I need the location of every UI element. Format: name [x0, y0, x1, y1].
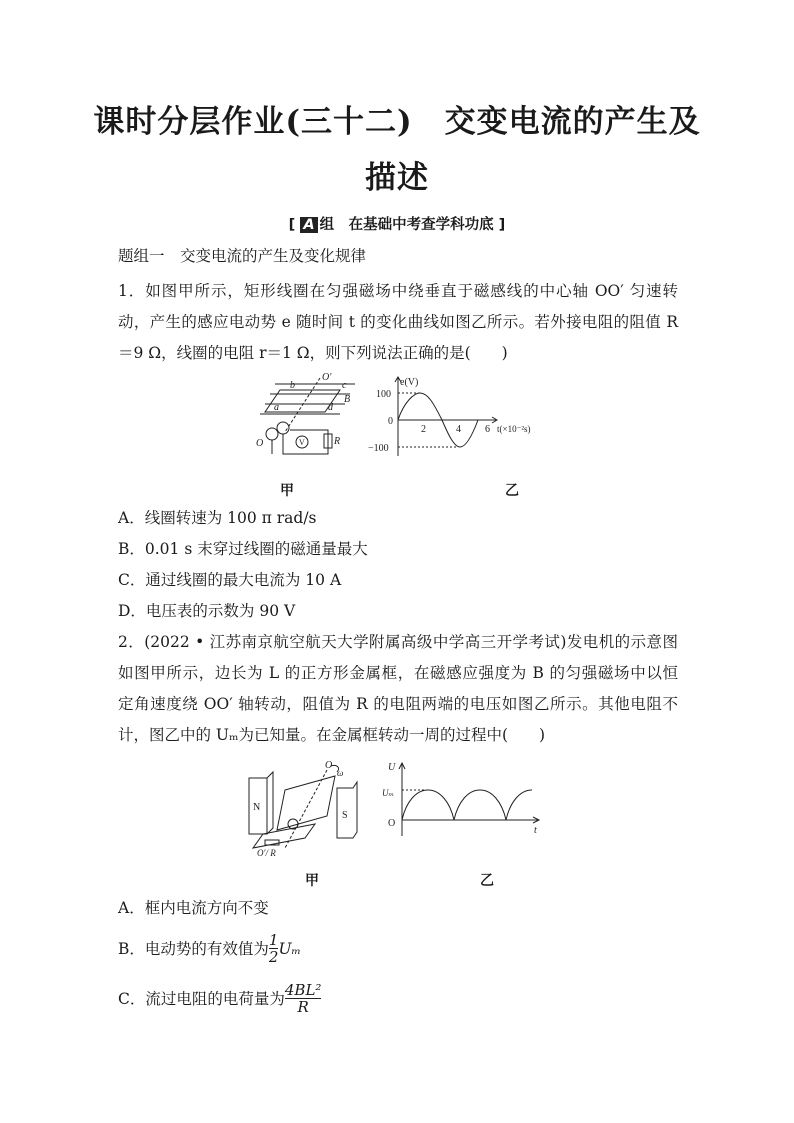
q2-option-c — [118, 982, 321, 1015]
x-tick-2: 2 — [421, 424, 426, 435]
metal-frame — [277, 776, 335, 830]
label-omega: ω — [337, 768, 344, 778]
q1-option-d: D．电压表的示数为 90 V — [118, 602, 296, 620]
slip-ring — [277, 422, 289, 434]
q2-fig-right-label: 乙 — [480, 873, 494, 889]
rectified-wave — [402, 790, 532, 820]
circuit-wire — [283, 430, 328, 454]
q2-option-b-numerator: 1 — [268, 931, 279, 949]
q2-line3: 定角速度绕 OO′ 轴转动，阻值为 R 的电阻两端的电压如图乙所示。其他电阻不 — [118, 695, 678, 713]
label-O-prime: O′ — [322, 372, 332, 383]
page-title-line2: 描述 — [365, 160, 429, 196]
q1-line3: ＝9 Ω，线圈的电阻 r＝1 Ω，则下列说法正确的是( ) — [118, 344, 508, 362]
label-S: S — [342, 810, 348, 821]
y-label: U — [388, 762, 396, 773]
q2-option-b-suffix: Uₘ — [278, 939, 302, 958]
label-c: c — [342, 380, 347, 391]
label-R: R — [334, 436, 341, 447]
group-text: 组 在基础中考查学科功底 — [319, 217, 494, 233]
y-tick-neg100: −100 — [368, 443, 389, 454]
sine-extension — [478, 393, 486, 420]
q2-option-b-prefix: B．电动势的有效值为 — [118, 939, 269, 958]
q2-fig-left-label: 甲 — [305, 873, 319, 889]
x-tick-6: 6 — [485, 424, 490, 435]
label-b: b — [290, 380, 295, 391]
label-O: O — [325, 760, 333, 771]
q1-fig-right-label: 乙 — [505, 483, 519, 499]
um-label: Uₘ — [382, 788, 395, 798]
label-O: O — [256, 438, 264, 449]
q2-option-c-fraction — [285, 982, 322, 1015]
q1-fig-left-label: 甲 — [280, 483, 294, 499]
label-V: V — [299, 438, 305, 447]
group-right-bracket: ] — [498, 217, 506, 233]
q2-option-b — [118, 932, 301, 965]
x-label: t(×10⁻²s) — [497, 424, 531, 434]
group-badge: A — [300, 217, 317, 233]
q1-line2: 动，产生的感应电动势 e 随时间 t 的变化曲线如图乙所示。若外接电阻的阻值 R — [118, 313, 678, 331]
label-O-prime-R: O′/ R — [257, 848, 276, 858]
q2-option-c-prefix: C．流过电阻的电荷量为 — [118, 989, 285, 1008]
q2-option-b-fraction — [269, 932, 279, 965]
label-d: d — [328, 402, 333, 413]
q1-generator-figure — [250, 372, 365, 460]
q2-line1: 2．(2022 • 江苏南京航空航天大学附属高级中学高三开学考试)发电机的示意图 — [118, 633, 678, 651]
q2-line2: 如图甲所示，边长为 L 的正方形金属框，在磁感应强度为 B 的匀强磁场中以恒 — [118, 664, 678, 682]
q2-option-a: A．框内电流方向不变 — [118, 899, 269, 917]
y-tick-100: 100 — [376, 389, 391, 400]
origin-label: O — [388, 818, 396, 829]
label-a: a — [274, 402, 279, 413]
q1-option-b: B．0.01 s 末穿过线圈的磁通量最大 — [118, 540, 368, 558]
group-header — [0, 213, 794, 234]
y-label: e(V) — [400, 377, 419, 388]
section-title: 题组一 交变电流的产生及变化规律 — [118, 247, 367, 265]
group-left-bracket: [ — [288, 217, 296, 233]
q2-option-c-denominator: R — [297, 998, 309, 1016]
q2-option-c-numerator: 4BL² — [284, 981, 322, 999]
q1-option-c: C．通过线圈的最大电流为 10 A — [118, 571, 342, 589]
q2-generator-figure — [245, 758, 363, 858]
page-title: 课时分层作业(三十二) 交变电流的产生及 — [93, 104, 701, 140]
y-tick-0: 0 — [388, 416, 393, 427]
q1-emf-graph — [368, 374, 553, 460]
slip-ring — [288, 819, 298, 829]
label-B: B — [344, 394, 351, 405]
q2-option-b-denominator: 2 — [268, 948, 279, 966]
q2-voltage-graph — [380, 760, 545, 840]
label-N: N — [253, 802, 261, 813]
q1-line1: 1．如图甲所示，矩形线圈在匀强磁场中绕垂直于磁感线的中心轴 OO′ 匀速转 — [118, 282, 678, 300]
x-tick-4: 4 — [456, 424, 461, 435]
q1-option-a: A．线圈转速为 100 π rad/s — [118, 509, 317, 527]
slip-ring — [266, 428, 278, 440]
x-label: t — [534, 825, 537, 836]
q2-line4: 计，图乙中的 Uₘ为已知量。在金属框转动一周的过程中( ) — [118, 726, 546, 744]
